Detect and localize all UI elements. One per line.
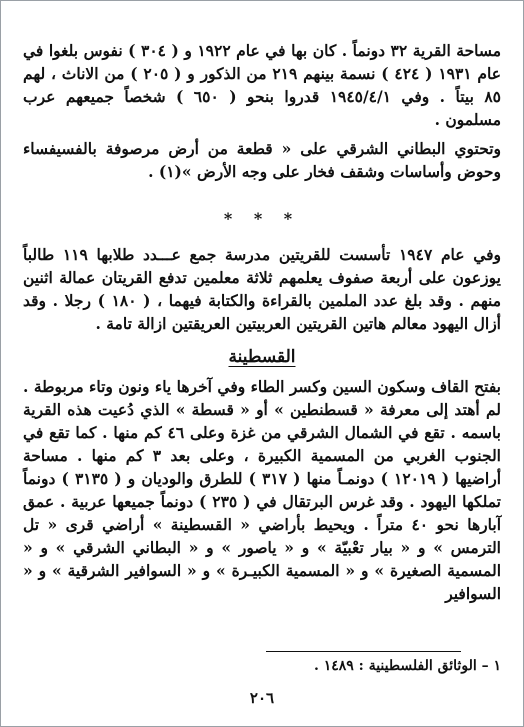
section-heading-text: القسطينة: [228, 347, 296, 367]
footnote: ١ – الوثائق الفلسطينية : ١٤٨٩ .: [313, 658, 501, 674]
section-separator: * * *: [223, 209, 301, 228]
footnote-divider: [266, 651, 461, 652]
paragraph-qastina-description: بفتح القاف وسكون السين وكسر الطاء وفي آخرها ياء ونون وتاء مربوطة . لم أهتد إلى معرفة « قسطنطين » أو « قسطة » الذي دُعيت هذه القرية باسمه . تقع في الشمال الشرقي من غزة وعلى ٤٦ كم منها . كما تقع في الجنوب الغربي من المسمية الكبيرة ، وعلى بعد ٣ كم منها . مساحة أراضيها ( ١٢٠١٩ ) دونمـاً منها ( ٣١٧ ) للطرق والوديان و ( ٣١٣٥ ) دونماً تملكها اليهود . وقد غرس البرتقال في ( ٢٣٥ ) دونماً جميعها عربية . عمق آبارها نحو ٤٠ متراً . ويحيط بأراضي « القسطينة » أراضي قرى « تل الترمس » و « بيار تعْبيّة » و « ياصور » و « البطاني الشرقي » و « المسمية الصغيرة » و « المسمية الكبيـرة » و « السوافير الشرقية » و « السوافير: [23, 377, 502, 603]
paragraph-eastern-batani-remains: وتحتوي البطاني الشرقي على « قطعة من أرض مرصوفة بالفسيفساء وحوض وأساسات وشقف فخار على وجه الأرض »(١) .: [23, 139, 501, 181]
paragraph-school-history: وفي عام ١٩٤٧ تأسست للقريتين مدرسة جمع عـــدد طلابها ١١٩ طالباً يوزعون على أربعة صفوف يعلمهم ثلاثة معلمين تدفع القريتان عمالة اثنين منهم . وقد بلغ عدد الملمين بالقراءة والكتابة فيهما ، ( ١٨٠ ) رجلا . وقد أزال اليهود معالم هاتين القريتين العربيتين العريقتين ازالة تامة .: [23, 245, 502, 333]
section-heading: [1, 347, 523, 367]
paragraph-village-area-population: مساحة القرية ٣٢ دونماً . كان بها في عام ١٩٢٢ و ( ٣٠٤ ) نفوس بلغوا في عام ١٩٣١ ( ٤٢٤ ) نسمة بينهم ٢١٩ من الذكور و ( ٢٠٥ ) من الاناث ، لهم ٨٥ بيتاً . وفي ١٩٤٥/٤/١ قدروا بنحو ( ٦٥٠ ) شخصاً جميعهم عرب مسلمون .: [23, 41, 502, 129]
page-number: ٢٠٦: [249, 689, 275, 707]
